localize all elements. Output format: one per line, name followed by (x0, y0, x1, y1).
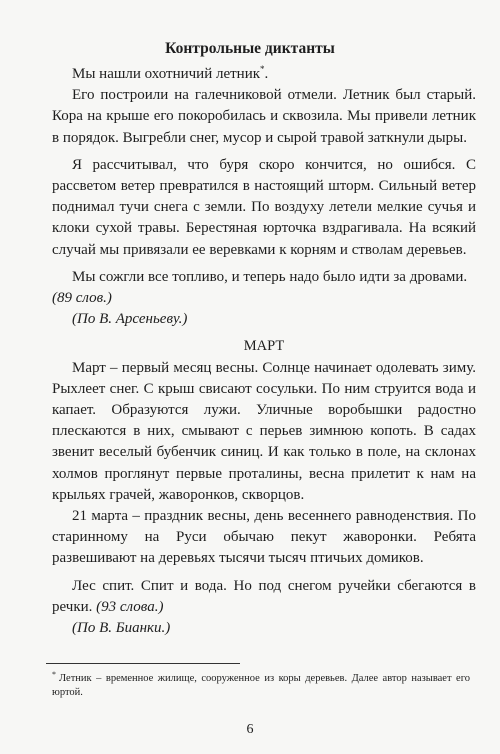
dictation1-paragraph: Мы сожгли все топливо, и теперь надо было идти за дровами. (72, 268, 468, 285)
page-number: 6 (246, 722, 254, 737)
word-count: (89 слов.) (52, 290, 112, 307)
dictation1-paragraph: Его построили на галечниковой отмели. Летник был старый. Кора на крыше его покоробилась и сквозила. Мы привели летник в порядок. Выгребли снег, мусор и сырой травой заткнули дыры. (52, 87, 476, 146)
body-text (52, 64, 476, 639)
dictation1-author: (По В. Арсеньеву.) (72, 311, 188, 328)
dictation1-paragraph: Я рассчитывал, что буря скоро кончится, но ошибся. С рассветом ветер превратился в настоящий шторм. Сильный ветер поднимал тучи снега с земли. По воздуху летели мелкие сучья и клоки сухой травы. Берестяная юрточка вздрагивала. На всякий случай мы привязали ее веревками к корням и стволам деревьев. (52, 156, 476, 258)
dictation2-author: (По В. Бианки.) (72, 620, 171, 637)
dictation2-paragraph: 21 марта – праздник весны, день весеннего равноденствия. По старинному на Руси обычаю пекут жаворонки. Ребята развешивают на деревьях тысячи тысяч птичьих домиков. (52, 508, 476, 567)
footnote (52, 669, 470, 700)
dictation1-paragraph: Мы нашли охотничий летник*. (72, 64, 269, 82)
dictation2-paragraph: Лес спит. Спит и вода. Но под снегом ручейки сбегаются в речки. (93 слова.) (52, 577, 476, 615)
footnote-marker: * (260, 64, 265, 74)
page-title: Контрольные диктанты (165, 40, 335, 57)
dictation1-word-count-line (52, 288, 476, 309)
footnote-star: * (52, 669, 56, 679)
footnote-divider (46, 663, 240, 664)
word-count: (93 слова.) (96, 598, 164, 615)
dictation2-heading: МАРТ (243, 338, 285, 355)
dictation2-paragraph: Март – первый месяц весны. Солнце начинает одолевать зиму. Рыхлеет снег. С крыш свисают сосульки. По ним струится вода и капает. Образуются лужи. Уличные воробышки радостно плескаются в них, смывают с перьев зимнюю копоть. В садах звенит веселый бубенчик синиц. И как только в поле, на склонах холмов проглянут первые проталины, весна прилетит к нам на крыльях грачей, жаворонков, скворцов. (52, 359, 476, 503)
footnote-text: Летник – временное жилище, сооруженное из коры деревьев. Далее автор называет его юртой. (52, 673, 470, 698)
